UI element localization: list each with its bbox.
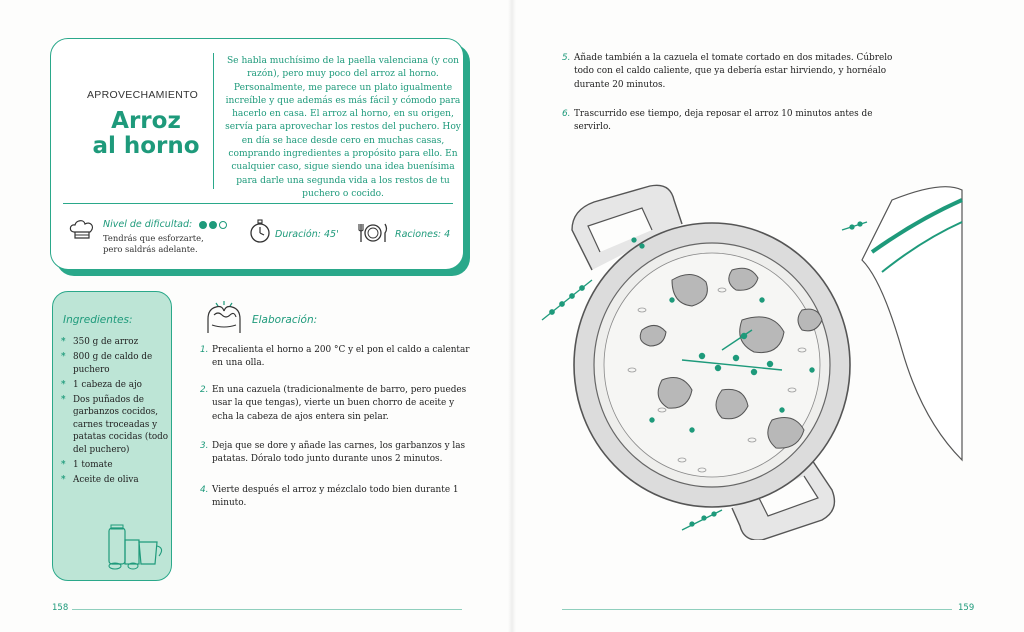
card-divider-vertical xyxy=(213,53,214,189)
ingredients-box xyxy=(52,291,172,581)
elaboration-title: Elaboración: xyxy=(252,314,318,326)
step-text: En una cazuela (tradicionalmente de barro, pero puedes usar la que tengas), vierte un buen chorro de aceite y echa la cabeza de ajos entera sin pelar. xyxy=(212,385,467,422)
step-number: 6. xyxy=(562,109,571,119)
step-1 xyxy=(200,344,474,371)
step-number: 4. xyxy=(200,485,209,495)
ingredients-list xyxy=(61,336,169,489)
difficulty-dot-filled xyxy=(199,221,207,229)
pantry-jars-icon xyxy=(103,524,169,570)
right-page xyxy=(512,0,1024,632)
recipe-title-line-2: al horno xyxy=(92,133,200,159)
recipe-header-card xyxy=(50,38,464,270)
duration-label: Duración: 45' xyxy=(275,229,339,240)
page-number-right: 159 xyxy=(958,603,975,613)
bullet-star-icon: * xyxy=(61,394,66,405)
ingredient-item xyxy=(61,379,169,392)
difficulty-note-line-2: pero saldrás adelante. xyxy=(103,244,198,254)
recipe-category: APROVECHAMIENTO xyxy=(87,89,199,101)
step-3 xyxy=(200,440,474,467)
difficulty-dot-empty xyxy=(219,221,227,229)
servings-label: Raciones: 4 xyxy=(395,229,451,240)
bullet-star-icon: * xyxy=(61,379,66,390)
step-number: 1. xyxy=(200,345,209,355)
ingredient-text: Dos puñados de garbanzos cocidos, carnes troceadas y patatas cocidas (todo del puchero) xyxy=(73,394,169,455)
step-number: 2. xyxy=(200,385,209,395)
step-4 xyxy=(200,484,474,511)
recipe-intro: Se habla muchísimo de la paella valenciana (y con razón), pero muy poco del arroz al horno. Personalmente, me parece un plato igualmente increíble y que además es más fácil y cómodo para hacerlo en casa. El arroz al horno, en su origen, servía para aprovechar los restos del puchero. Hoy en día se hace desde cero en muchas casas, comprando ingredientes a propósito para ello. En cualquier caso, sigue siendo una idea buenísima para darle una segunda vida a los restos de tu puchero o cocido. xyxy=(225,56,461,199)
step-text: Precalienta el horno a 200 °C y el pon el caldo a calentar en una olla. xyxy=(212,345,470,369)
difficulty-rating xyxy=(199,221,227,229)
ingredient-item xyxy=(61,459,169,472)
ingredient-item xyxy=(61,351,169,376)
plate-cutlery-icon xyxy=(357,221,389,245)
footer-rule-left xyxy=(72,609,462,610)
recipe-title-line-1: Arroz xyxy=(111,108,181,134)
step-text: Vierte después el arroz y mézclalo todo bien durante 1 minuto. xyxy=(212,485,459,509)
bullet-star-icon: * xyxy=(61,474,66,485)
ingredient-item xyxy=(61,394,169,457)
chef-hat-icon xyxy=(67,218,97,244)
rice-dish-illustration xyxy=(522,160,972,540)
difficulty-label: Nivel de dificultad: xyxy=(103,219,193,230)
step-2 xyxy=(200,384,474,424)
bullet-star-icon: * xyxy=(61,459,66,470)
recipe-title xyxy=(81,109,211,159)
step-5 xyxy=(562,52,894,92)
ingredient-text: Aceite de oliva xyxy=(73,474,139,485)
ingredient-text: 1 cabeza de ajo xyxy=(73,379,142,390)
page-number-left: 158 xyxy=(52,603,69,613)
ingredient-text: 800 g de caldo de puchero xyxy=(73,352,153,375)
hands-icon xyxy=(202,299,246,335)
step-number: 3. xyxy=(200,441,209,451)
ingredients-title: Ingredientes: xyxy=(63,314,133,326)
ingredient-text: 1 tomate xyxy=(73,459,113,470)
card-divider-horizontal xyxy=(63,203,453,204)
difficulty-note xyxy=(103,233,204,255)
ingredient-item xyxy=(61,474,169,487)
step-6 xyxy=(562,108,894,135)
bullet-star-icon: * xyxy=(61,337,66,347)
ingredient-text: 350 g de arroz xyxy=(73,337,139,347)
step-number: 5. xyxy=(562,53,571,63)
difficulty-note-line-1: Tendrás que esforzarte, xyxy=(103,233,204,243)
step-text: Añade también a la cazuela el tomate cortado en dos mitades. Cúbrelo todo con el caldo caliente, que ya debería estar hirviendo, y hornéalo durante 20 minutos. xyxy=(574,53,893,90)
footer-rule-right xyxy=(562,609,952,610)
step-text: Deja que se dore y añade las carnes, los garbanzos y las patatas. Dóralo todo junto durante unos 2 minutos. xyxy=(212,441,466,465)
ingredient-item xyxy=(61,336,169,349)
difficulty-dot-filled xyxy=(209,221,217,229)
bullet-star-icon: * xyxy=(61,352,66,362)
stopwatch-icon xyxy=(249,218,271,244)
step-text: Trascurrido ese tiempo, deja reposar el arroz 10 minutos antes de servirlo. xyxy=(574,109,873,133)
